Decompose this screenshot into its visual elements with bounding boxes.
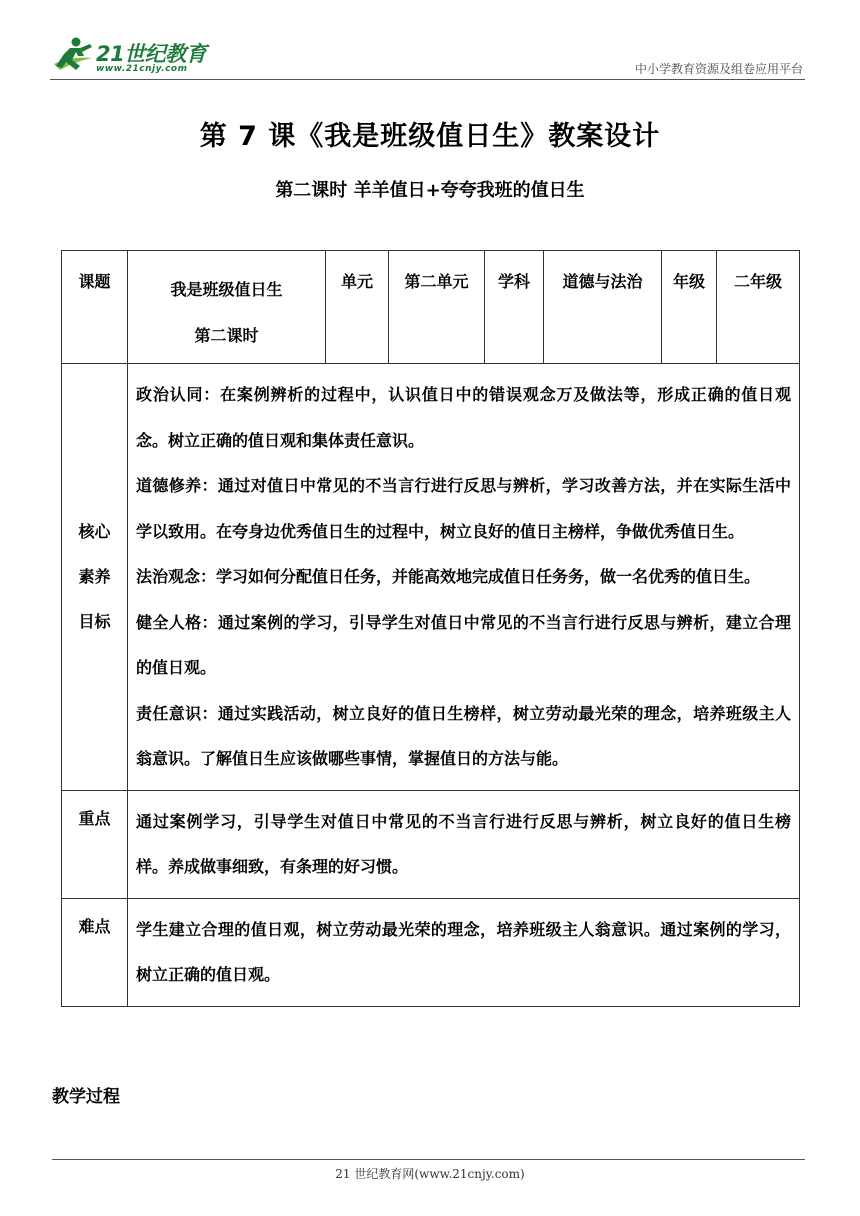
topic-line-1: 我是班级值日生	[170, 280, 283, 299]
core-item: 道德修养：通过对值日中常见的不当言行进行反思与辨析，学习改善方法，并在实际生活中学以致用。在夸身边优秀值日生的过程中，树立良好的值日主榜样，争做优秀值日生。	[136, 476, 791, 541]
runner-logo-icon	[50, 34, 96, 78]
subject-value: 道德与法治	[544, 251, 662, 364]
core-label-line-2: 素养	[78, 567, 111, 587]
grade-label: 年级	[662, 251, 717, 364]
header-divider	[50, 79, 805, 80]
topic-value	[128, 251, 326, 364]
key-content: 通过案例学习，引导学生对值日中常见的不当言行进行反思与辨析，树立良好的值日生榜样。养成做事细致，有条理的好习惯。	[128, 790, 800, 898]
unit-value: 第二单元	[389, 251, 485, 364]
topic-label: 课题	[62, 251, 128, 364]
key-label: 重点	[62, 790, 128, 898]
platform-name: 中小学教育资源及组卷应用平台	[634, 62, 803, 76]
logo	[50, 34, 220, 78]
subject-label: 学科	[485, 251, 544, 364]
page-footer: 21 世纪教育网(www.21cnjy.com)	[335, 1167, 525, 1181]
core-item: 法治观念：学习如何分配值日任务，并能高效地完成值日任务务，做一名优秀的值日生。	[136, 567, 761, 586]
logo-text: 21世纪教育	[96, 42, 207, 66]
core-label	[62, 364, 128, 791]
page-header	[50, 30, 805, 80]
section-title: 教学过程	[52, 1087, 120, 1107]
difficulty-content: 学生建立合理的值日观，树立劳动最光荣的理念，培养班级主人翁意识。通过案例的学习，树立正确的值日观。	[128, 898, 800, 1006]
core-label-line-3: 目标	[78, 612, 111, 632]
table-row-key	[62, 790, 800, 898]
logo-url: www.21cnjy.com	[96, 64, 188, 74]
lesson-plan-table	[61, 250, 800, 1007]
table-row-core	[62, 364, 800, 791]
core-content	[128, 364, 800, 791]
footer-divider	[52, 1159, 805, 1160]
page-title: 第 7 课《我是班级值日生》教案设计	[199, 121, 661, 152]
core-item: 健全人格：通过案例的学习，引导学生对值日中常见的不当言行进行反思与辨析，建立合理的值日观。	[136, 612, 791, 677]
difficulty-label: 难点	[62, 898, 128, 1006]
page-subtitle: 第二课时 羊羊值日+夸夸我班的值日生	[275, 180, 585, 201]
table-row-header	[62, 251, 800, 364]
grade-value: 二年级	[717, 251, 800, 364]
core-label-line-1: 核心	[78, 522, 111, 542]
core-item: 责任意识：通过实践活动，树立良好的值日生榜样，树立劳动最光荣的理念，培养班级主人翁意识。了解值日生应该做哪些事情，掌握值日的方法与能。	[136, 703, 791, 768]
table-row-difficulty	[62, 898, 800, 1006]
unit-label: 单元	[326, 251, 389, 364]
core-item: 政治认同：在案例辨析的过程中，认识值日中的错误观念万及做法等，形成正确的值日观念。树立正确的值日观和集体责任意识。	[136, 385, 791, 450]
topic-line-2: 第二课时	[194, 326, 259, 345]
